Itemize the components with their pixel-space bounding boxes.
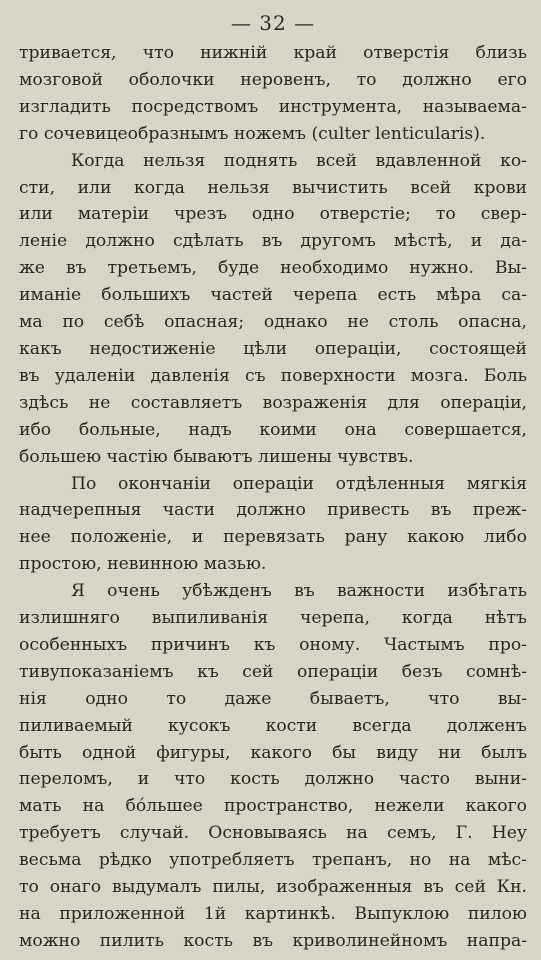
text-line: мозговой оболочки неровенъ, то должно его: [19, 69, 527, 90]
text-line: можно пилить кость въ криволинейномъ напра-: [19, 930, 527, 951]
text-line: Я очень убѣжденъ въ важности избѣгать: [71, 581, 527, 602]
text-line: леніе должно сдѣлать въ другомъ мѣстѣ, и да-: [19, 231, 527, 252]
text-line: Когда нельзя поднять всей вдавленной ко-: [71, 150, 527, 171]
paragraph: [19, 471, 527, 579]
text-line: иманіе большихъ частей черепа есть мѣра са-: [19, 285, 527, 306]
text-line: ма по себѣ опасная; однако не столь опасна,: [19, 312, 527, 333]
text-line: большею частію бываютъ лишены чувствъ.: [19, 446, 414, 467]
text-line: ибо больные, надъ коими она совершается,: [19, 419, 527, 440]
text-line: здѣсь не составляетъ возраженія для операціи,: [19, 392, 527, 413]
text-line: простою, невинною мазью.: [19, 554, 267, 575]
text-line: переломъ, и что кость должно часто выни-: [19, 769, 527, 790]
text-line: сти, или когда нельзя вычистить всей крови: [19, 177, 527, 198]
page-number: — 32 —: [230, 11, 316, 35]
text-line: излишняго выпиливанія черепа, когда нѣтъ: [19, 608, 527, 629]
text-line: особенныхъ причинъ къ оному. Частымъ про-: [19, 634, 527, 655]
text-line: тривается, что нижній край отверстія близь: [19, 43, 527, 63]
text-line: пиливаемый кусокъ кости всегда долженъ: [19, 715, 527, 736]
paragraph: [19, 578, 527, 955]
text-line: нія одно то даже бываетъ, что вы-: [19, 688, 527, 709]
text-line: въ удаленіи давленія съ поверхности мозга. Боль: [19, 365, 527, 386]
text-line: изгладить посредствомъ инструмента, называема-: [19, 96, 527, 117]
text-line: на приложенной 1й картинкѣ. Выпуклою пилою: [19, 904, 527, 924]
page-text: [19, 40, 527, 955]
text-line: го сочевицеобразнымъ ножемъ (culter lenticularis).: [19, 123, 486, 144]
text-line: весьма рѣдко употребляетъ трепанъ, но на мѣс-: [19, 850, 527, 871]
text-line: быть одной фигуры, какого бы виду ни былъ: [19, 742, 527, 763]
text-line: По окончаніи операціи отдѣленныя мягкія: [71, 473, 527, 494]
text-line: какъ недостиженіе цѣли операціи, состоящей: [19, 338, 527, 359]
text-line: мать на бо́льшее пространство, нежели какого: [19, 796, 527, 817]
text-line: нее положеніе, и перевязать рану какою либо: [19, 527, 527, 548]
text-line: же въ третьемъ, буде необходимо нужно. Вы-: [19, 258, 527, 279]
text-line: или матеріи чрезъ одно отверстіе; то свер-: [19, 204, 527, 225]
paragraph: [19, 148, 527, 471]
text-line: тивупоказаніемъ къ сей операціи безъ сомнѣ-: [19, 661, 527, 682]
paragraph: [19, 40, 527, 148]
text-line: то онаго выдумалъ пилы, изображенныя въ сей Кн.: [19, 877, 527, 898]
text-line: надчерепныя части должно привесть въ преж-: [19, 500, 527, 521]
text-line: требуетъ случай. Основываясь на семъ, Г. Неу: [19, 823, 527, 844]
